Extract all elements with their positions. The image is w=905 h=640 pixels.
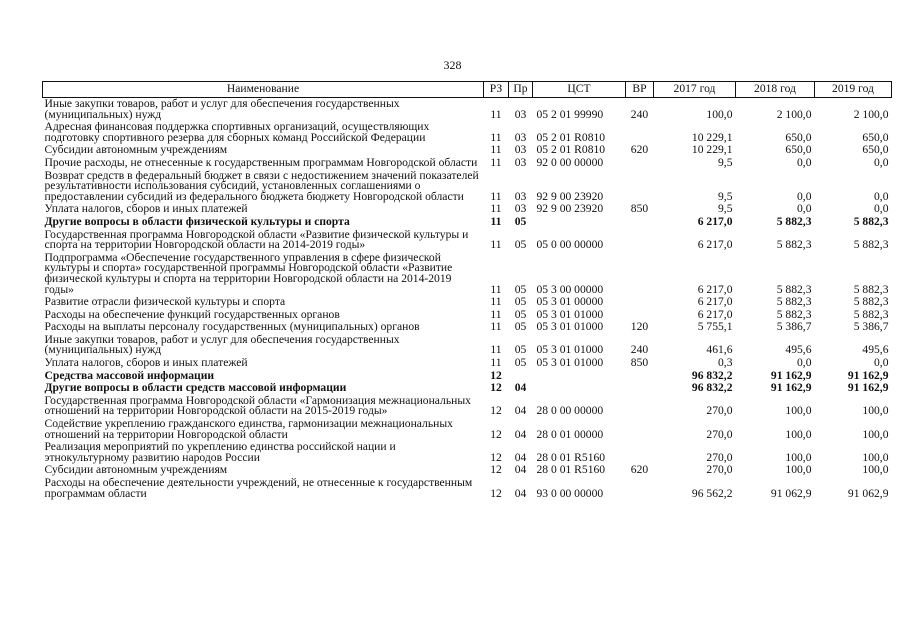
row-pr: 05 [514, 343, 527, 357]
row-rz: 11 [490, 214, 502, 228]
row-2018: 0,0 [797, 202, 812, 216]
row-rz: 11 [490, 295, 502, 309]
row-2018: 2 100,0 [776, 107, 812, 121]
row-cst: 93 0 00 00000 [536, 486, 604, 500]
row-2019: 650,0 [862, 130, 889, 144]
row-vr [626, 296, 654, 309]
row-2019: 0,0 [874, 155, 889, 169]
budget-table [42, 81, 892, 500]
row-pr: 05 [514, 282, 527, 296]
row-rz: 12 [490, 486, 502, 500]
row-pr: 05 [514, 238, 527, 252]
row-2019: 100,0 [862, 427, 889, 441]
row-vr [626, 477, 654, 500]
row-rz: 12 [490, 404, 502, 418]
table-row [43, 382, 892, 395]
row-name: Иные закупки товаров, работ и услуг для обеспечения государственных (муниципальных) нужд [44, 97, 400, 121]
row-name: Иные закупки товаров, работ и услуг для обеспечения государственных (муниципальных) нужд [44, 332, 400, 357]
table-row [43, 395, 892, 418]
row-2017: 9,5 [718, 155, 733, 169]
row-2019: 91 162,9 [847, 368, 889, 382]
row-2019: 5 386,7 [853, 320, 889, 334]
row-2019: 650,0 [862, 143, 889, 157]
row-cst: 05 0 00 00000 [536, 238, 604, 252]
row-2017: 6 217,0 [697, 307, 733, 321]
row-2018: 5 386,7 [776, 320, 812, 334]
row-name: Расходы на обеспечение деятельности учреждений, не отнесенные к государственным программам области [44, 476, 473, 500]
row-cst: 92 9 00 23920 [536, 202, 604, 216]
row-cst: 92 9 00 23920 [536, 189, 604, 203]
header-rz: РЗ [484, 82, 509, 98]
row-cst: 05 2 01 R0810 [536, 143, 606, 157]
header-name: Наименование [43, 82, 484, 98]
row-2018: 650,0 [785, 130, 812, 144]
row-rz: 11 [490, 130, 502, 144]
header-2019: 2019 год [815, 82, 892, 98]
row-rz: 12 [490, 450, 502, 464]
row-pr: 03 [514, 130, 527, 144]
row-vr: 620 [630, 143, 649, 157]
row-2018: 5 882,3 [776, 214, 812, 228]
row-cst: 28 0 01 R5160 [536, 450, 606, 464]
row-vr [626, 441, 654, 464]
row-2017: 96 832,2 [691, 368, 733, 382]
row-rz: 11 [490, 307, 502, 321]
row-2018: 91 162,9 [770, 368, 812, 382]
row-name: Средства массовой информации [44, 368, 215, 382]
row-rz: 11 [490, 238, 502, 252]
row-cst [533, 216, 626, 229]
row-2017: 270,0 [706, 463, 733, 477]
row-rz: 12 [490, 463, 502, 477]
row-vr [626, 370, 654, 383]
row-vr: 120 [630, 320, 649, 334]
row-2017: 5 755,1 [697, 320, 733, 334]
row-name: Реализация мероприятий по укреплению единства российской нации и этнокультурному развитию народов России [44, 440, 396, 464]
row-2019: 91 162,9 [847, 381, 889, 395]
header-cst: ЦСТ [533, 82, 626, 98]
row-2017: 96 832,2 [691, 381, 733, 395]
row-name: Развитие отрасли физической культуры и спорта [44, 295, 286, 309]
row-vr [626, 229, 654, 252]
row-name: Возврат средств в федеральный бюджет в связи с недостижением значений показателей результативности использования субсидий, установленных соглашениями о предоставлении субсидий из федерального бюджета бюджету Новгородской области [44, 168, 479, 203]
row-vr: 850 [630, 202, 649, 216]
row-2019: 0,0 [874, 356, 889, 370]
row-rz: 12 [490, 427, 502, 441]
row-cst: 28 0 01 R5160 [536, 463, 606, 477]
row-name: Государственная программа Новгородской области «Развитие физической культуры и спорта на территории Новгородской области на 2014-2019 годы» [44, 227, 469, 252]
row-pr: 05 [514, 320, 527, 334]
row-rz: 11 [490, 320, 502, 334]
row-name: Подпрограмма «Обеспечение государственного управления в сфере физической культуры и спорта» государственной программы Новгородской области «Развитие физической культуры и спорта на территории Новгородской области на 2014-2019 годы» [44, 250, 453, 296]
row-name: Расходы на обеспечение функций государственных органов [44, 307, 340, 321]
row-pr: 04 [514, 463, 527, 477]
row-2019: 5 882,3 [853, 238, 889, 252]
row-name: Государственная программа Новгородской области «Гармонизация межнациональных отношений на территории Новгородской области на 2015-2019 годы» [44, 393, 471, 418]
row-cst [533, 382, 626, 395]
row-2017: 6 217,0 [697, 238, 733, 252]
header-vr: ВР [626, 82, 654, 98]
row-name: Уплата налогов, сборов и иных платежей [44, 202, 248, 216]
row-name: Содействие укреплению гражданского единства, гармонизации межнациональных отношений на территории Новгородской области [44, 417, 453, 441]
row-pr: 05 [514, 214, 527, 228]
row-2018: 100,0 [785, 404, 812, 418]
row-pr: 05 [514, 307, 527, 321]
table-row [43, 334, 892, 357]
row-name: Прочие расходы, не отнесенные к государственным программам Новгородской области [44, 155, 478, 169]
row-name: Уплата налогов, сборов и иных платежей [44, 356, 248, 370]
row-2019: 100,0 [862, 404, 889, 418]
row-cst: 05 3 01 01000 [536, 356, 604, 370]
row-pr: 03 [514, 155, 527, 169]
row-rz: 11 [490, 282, 502, 296]
row-2017: 96 562,2 [691, 486, 733, 500]
row-cst: 05 2 01 99990 [536, 107, 604, 121]
row-name: Другие вопросы в области средств массовой информации [44, 381, 347, 395]
row-name: Адресная финансовая поддержка спортивных организаций, осуществляющих подготовку спортивного резерва для сборных команд Российской Федерации [44, 120, 430, 144]
table-row [43, 170, 892, 204]
row-cst: 28 0 00 00000 [536, 404, 604, 418]
table-header-row [43, 82, 892, 98]
table-row [43, 321, 892, 334]
row-cst: 05 3 01 00000 [536, 295, 604, 309]
page-number: 328 [443, 58, 462, 72]
header-2017: 2017 год [654, 82, 736, 98]
row-cst: 05 3 01 01000 [536, 343, 604, 357]
row-pr: 04 [514, 450, 527, 464]
row-rz: 11 [490, 107, 502, 121]
row-pr: 04 [514, 427, 527, 441]
row-2019: 100,0 [862, 463, 889, 477]
row-cst: 28 0 01 00000 [536, 427, 604, 441]
row-rz: 11 [490, 202, 502, 216]
row-cst: 05 3 00 00000 [536, 282, 604, 296]
table-row [43, 296, 892, 309]
row-pr: 03 [514, 189, 527, 203]
table-row [43, 229, 892, 252]
row-pr: 05 [514, 356, 527, 370]
row-vr [626, 252, 654, 296]
row-2017: 270,0 [706, 427, 733, 441]
row-2019: 5 882,3 [853, 214, 889, 228]
row-2019: 2 100,0 [853, 107, 889, 121]
row-rz: 11 [490, 155, 502, 169]
row-pr: 04 [514, 486, 527, 500]
row-2017: 10 229,1 [691, 130, 733, 144]
table-row [43, 441, 892, 464]
row-cst: 05 3 01 01000 [536, 307, 604, 321]
row-2017: 10 229,1 [691, 143, 733, 157]
row-rz: 12 [490, 368, 502, 382]
row-2019: 0,0 [874, 202, 889, 216]
table-row [43, 98, 892, 122]
row-cst: 05 3 01 01000 [536, 320, 604, 334]
row-2019: 5 882,3 [853, 295, 889, 309]
row-2018: 5 882,3 [776, 282, 812, 296]
row-name: Субсидии автономным учреждениям [44, 463, 228, 477]
row-vr [626, 170, 654, 204]
row-2019: 5 882,3 [853, 282, 889, 296]
row-2017: 0,3 [718, 356, 733, 370]
row-2018: 0,0 [797, 155, 812, 169]
row-rz: 11 [490, 356, 502, 370]
row-2017: 9,5 [718, 189, 733, 203]
row-vr: 240 [630, 107, 649, 121]
row-pr: 04 [514, 404, 527, 418]
row-cst: 05 2 01 R0810 [536, 130, 606, 144]
row-2018: 5 882,3 [776, 295, 812, 309]
row-2017: 461,6 [706, 343, 733, 357]
table-row [43, 216, 892, 229]
row-rz: 12 [490, 381, 502, 395]
row-2018: 100,0 [785, 427, 812, 441]
table-row [43, 357, 892, 370]
table-row [43, 157, 892, 170]
row-pr: 05 [514, 295, 527, 309]
row-2017: 100,0 [706, 107, 733, 121]
row-vr [626, 157, 654, 170]
row-name: Расходы на выплаты персоналу государственных (муниципальных) органов [44, 320, 420, 334]
row-pr: 03 [514, 202, 527, 216]
row-rz: 11 [490, 189, 502, 203]
row-vr [626, 382, 654, 395]
row-2018: 100,0 [785, 463, 812, 477]
row-2018: 0,0 [797, 189, 812, 203]
row-pr: 04 [514, 381, 527, 395]
row-name: Субсидии автономным учреждениям [44, 143, 228, 157]
row-2018: 91 062,9 [770, 486, 812, 500]
row-vr [626, 121, 654, 144]
row-2017: 6 217,0 [697, 214, 733, 228]
row-2017: 270,0 [706, 404, 733, 418]
row-2019: 5 882,3 [853, 307, 889, 321]
row-vr: 850 [630, 356, 649, 370]
row-pr: 03 [514, 107, 527, 121]
row-vr: 240 [630, 343, 649, 357]
table-body [43, 98, 892, 501]
row-2017: 270,0 [706, 450, 733, 464]
row-2019: 91 062,9 [847, 486, 889, 500]
row-2018: 91 162,9 [770, 381, 812, 395]
row-2017: 6 217,0 [697, 295, 733, 309]
row-2017: 6 217,0 [697, 282, 733, 296]
row-2018: 100,0 [785, 450, 812, 464]
row-2017: 9,5 [718, 202, 733, 216]
row-pr: 03 [514, 143, 527, 157]
row-name: Другие вопросы в области физической культуры и спорта [44, 214, 350, 228]
row-2018: 495,6 [785, 343, 812, 357]
table-row [43, 121, 892, 144]
row-2018: 0,0 [797, 356, 812, 370]
row-vr [626, 418, 654, 441]
header-pr: Пр [509, 82, 533, 98]
row-2018: 5 882,3 [776, 238, 812, 252]
row-cst [533, 370, 626, 383]
table-row [43, 252, 892, 296]
row-vr [626, 216, 654, 229]
row-vr [626, 395, 654, 418]
row-2018: 5 882,3 [776, 307, 812, 321]
row-2019: 0,0 [874, 189, 889, 203]
header-2018: 2018 год [736, 82, 815, 98]
row-cst: 92 0 00 00000 [536, 155, 604, 169]
row-rz: 11 [490, 143, 502, 157]
table-row [43, 477, 892, 500]
row-2018: 650,0 [785, 143, 812, 157]
row-vr: 620 [630, 463, 649, 477]
row-2019: 495,6 [862, 343, 889, 357]
table-row [43, 418, 892, 441]
row-2019: 100,0 [862, 450, 889, 464]
row-rz: 11 [490, 343, 502, 357]
